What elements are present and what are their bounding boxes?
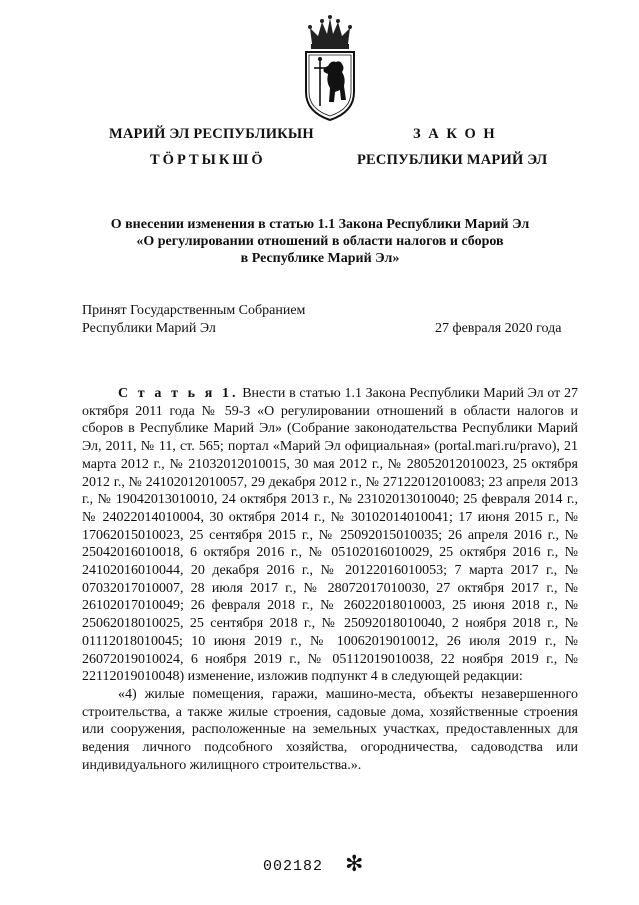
header-left-line2: ТӦРТЫКШӦ bbox=[150, 152, 266, 168]
quoted-subparagraph: «4) жилые помещения, гаражи, машино-места, объекты незавершенного строительства, а также жилые строения, садовые дома, хозяйственные строения или сооружения, расположенные на земельных участках, предоставленных для ведения личного подсобного хозяйства, огородничества, садоводства или индивидуального жилищного строительства.». bbox=[82, 686, 578, 773]
header-right-line2: РЕСПУБЛИКИ МАРИЙ ЭЛ bbox=[357, 152, 548, 168]
header-right-line1: З А К О Н bbox=[413, 126, 497, 142]
title-line: в Республике Марий Эл» bbox=[240, 251, 400, 266]
serial-number: 002182 bbox=[263, 858, 324, 875]
coat-of-arms-emblem bbox=[298, 14, 362, 122]
adopted-by-line1: Принят Государственным Собранием bbox=[82, 303, 306, 318]
article-label: С т а т ь я 1. bbox=[118, 386, 239, 401]
asterisk-mark: ✻ bbox=[345, 852, 364, 877]
title-line: «О регулировании отношений в области налогов и сборов bbox=[136, 234, 504, 249]
document-body bbox=[82, 385, 578, 774]
adoption-date: 27 февраля 2020 года bbox=[435, 321, 562, 336]
adopted-by-line2: Республики Марий Эл bbox=[82, 321, 216, 336]
title-line: О внесении изменения в статью 1.1 Закона Республики Марий Эл bbox=[110, 217, 530, 232]
article-text: Внести в статью 1.1 Закона Республики Марий Эл от 27 октября 2011 года № 59-З «О регулировании отношений в области налогов и сборов в Республике Марий Эл» (Собрание законодательства Республики Марий Эл, 2011, № 11, ст. 565; портал «Марий Эл официальная» (portal.mari.ru/pravo), 21 марта 2012 г., № 21032012010015, 30 мая 2012 г., № 28052012010023, 25 октября 2012 г., № 24102012010057, 29 декабря 2012 г., № 27122012010083; 23 апреля 2013 г., № 19042013010010, 24 октября 2013 г., № 23102013010040; 25 февраля 2014 г., № 24022014010004, 30 октября 2014 г., № 30102014010041; 17 июня 2015 г., № 17062015010023, 25 сентября 2015 г., № 25092015010035; 26 апреля 2016 г., № 25042016010018, 6 октября 2016 г., № 05102016010029, 25 октября 2016 г., № 24102016010044, 20 декабря 2016 г., № 20122016010053; 7 марта 2017 г., № 07032017010007, 28 июля 2017 г., № 28072017010030, 27 октября 2017 г., № 26102017010049; 26 февраля 2018 г., № 26022018010003, 25 июня 2018 г., № 25062018010025, 25 сентября 2018 г., № 25092018010040, 2 ноября 2018 г., № 01112018010045; 10 июня 2019 г., № 10062019010012, 26 июля 2019 г., № 26072019010024, 6 ноября 2019 г., № 05112019010038, 22 ноября 2019 г., № 22112019010048) изменение, изложив подпункт 4 в следующей редакции: bbox=[82, 386, 578, 685]
article-paragraph bbox=[82, 385, 578, 686]
law-title bbox=[40, 216, 600, 267]
header-left-line1: МАРИЙ ЭЛ РЕСПУБЛИКЫН bbox=[109, 126, 314, 142]
